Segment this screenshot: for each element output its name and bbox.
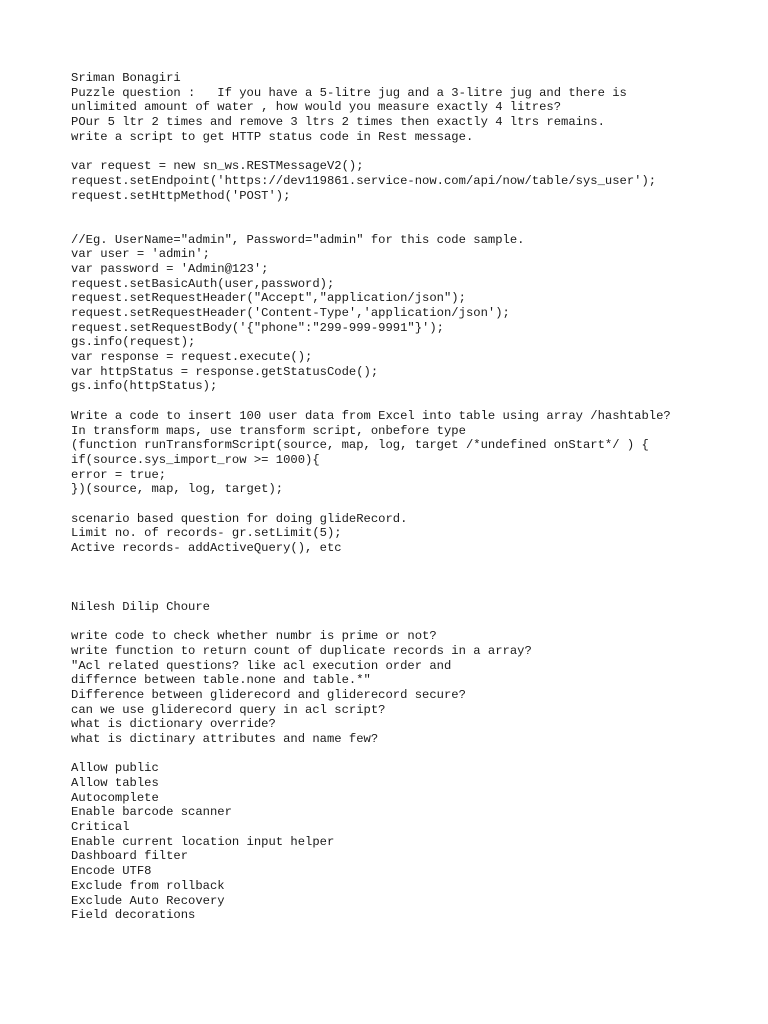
blank-line (71, 614, 761, 629)
blank-line (71, 394, 761, 409)
text-line: var password = 'Admin@123'; (71, 261, 269, 276)
text-line: var request = new sn_ws.RESTMessageV2(); (71, 159, 364, 174)
text-line: Write a code to insert 100 user data from Excel into table using array /hashtable? (71, 408, 671, 423)
text-line: //Eg. UserName="admin", Password="admin" for this code sample. (71, 232, 525, 247)
text-line: Allow public (71, 761, 159, 776)
text-line: Enable current location input helper (71, 834, 335, 849)
text-line: write a script to get HTTP status code in Rest message. (71, 129, 474, 144)
text-line: Puzzle question : If you have a 5-litre jug and a 3-litre jug and there is (71, 85, 627, 100)
text-line: Enable barcode scanner (71, 805, 232, 820)
text-line: Sriman Bonagiri (71, 71, 181, 85)
blank-line (71, 585, 761, 600)
text-line: POur 5 ltr 2 times and remove 3 ltrs 2 times then exactly 4 ltrs remains. (71, 115, 605, 130)
text-line: unlimited amount of water , how would you measure exactly 4 litres? (71, 100, 562, 115)
text-line: Limit no. of records- gr.setLimit(5); (71, 526, 342, 541)
document-page (71, 71, 761, 923)
text-line: "Acl related questions? like acl execution order and (71, 658, 452, 673)
text-line: error = true; (71, 467, 167, 482)
text-line: var user = 'admin'; (71, 247, 210, 262)
text-line: if(source.sys_import_row >= 1000){ (71, 452, 320, 467)
text-line: what is dictionary override? (71, 717, 276, 732)
text-line: request.setHttpMethod('POST'); (71, 188, 291, 203)
text-line: Dashboard filter (71, 849, 189, 864)
text-line: Exclude Auto Recovery (71, 893, 225, 908)
text-line: request.setEndpoint('https://dev119861.service-now.com/api/now/table/sys_user'); (71, 173, 657, 188)
text-line: gs.info(httpStatus); (71, 379, 218, 394)
text-line: request.setRequestHeader("Accept","application/json"); (71, 291, 466, 306)
text-line: request.setBasicAuth(user,password); (71, 276, 335, 291)
text-line: })(source, map, log, target); (71, 482, 284, 497)
blank-line (71, 203, 761, 218)
text-line: var response = request.execute(); (71, 350, 313, 365)
blank-line (71, 556, 761, 571)
blank-line (71, 747, 761, 762)
blank-line (71, 497, 761, 512)
text-line: request.setRequestBody('{"phone":"299-999-9991"}'); (71, 320, 444, 335)
text-line: Critical (71, 820, 130, 835)
text-line: Autocomplete (71, 790, 159, 805)
text-line: In transform maps, use transform script, onbefore type (71, 423, 466, 438)
text-line: Exclude from rollback (71, 878, 225, 893)
text-line: Difference between gliderecord and gliderecord secure? (71, 687, 466, 702)
text-line: var httpStatus = response.getStatusCode(); (71, 364, 379, 379)
text-line: Encode UTF8 (71, 864, 152, 879)
text-line: request.setRequestHeader('Content-Type','application/json'); (71, 306, 510, 320)
text-line: Field decorations (71, 908, 196, 923)
text-line: differnce between table.none and table.*" (71, 673, 371, 688)
text-line: write code to check whether numbr is prime or not? (71, 629, 437, 644)
text-line: (function runTransformScript(source, map, log, target /*undefined onStart*/ ) { (71, 438, 649, 453)
text-line: Nilesh Dilip Choure (71, 599, 210, 614)
text-line: Active records- addActiveQuery(), etc (71, 541, 342, 555)
blank-line (71, 218, 761, 233)
blank-line (71, 570, 761, 585)
blank-line (71, 144, 761, 159)
text-line: gs.info(request); (71, 335, 196, 350)
text-line: can we use gliderecord query in acl script? (71, 702, 386, 717)
text-line: Allow tables (71, 776, 159, 790)
text-line: scenario based question for doing glideRecord. (71, 511, 408, 526)
text-line: what is dictinary attributes and name few? (71, 731, 379, 746)
text-line: write function to return count of duplicate records in a array? (71, 643, 532, 658)
